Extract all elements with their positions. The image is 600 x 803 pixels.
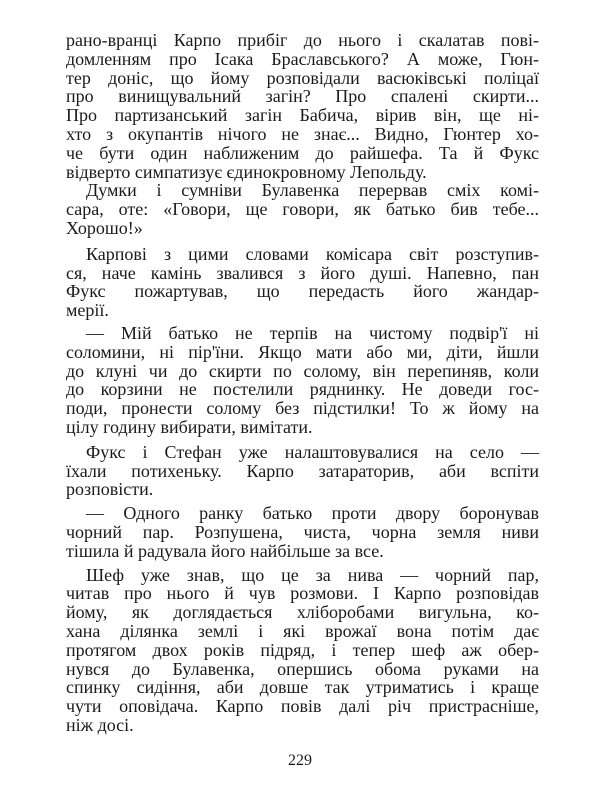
paragraph [66,31,539,181]
text-line: ся, наче камінь звалився з його душі. Напевно, пан [66,262,539,283]
text-line: розповісти. [66,479,154,500]
text-line: читав про нього й чув розмови. І Карпо розповідав [66,583,539,604]
text-line: сара, оте: «Говори, ще говори, як батько бив тебе... [66,199,539,220]
paragraph [66,443,539,499]
text-line: поди, пронести солому без підстилки! То ж йому на [66,398,539,419]
text-line: чути оповідача. Карпо повів далі річ пристрасніше, [66,696,539,717]
paragraph [66,181,539,237]
text-line: домленням про Ісака Браславського? А може, Гюн- [66,48,539,69]
text-line: — Мій батько не терпів на чистому подвір'ї ні [86,322,539,343]
text-line: ніж досі. [66,714,134,735]
paragraph [66,504,539,560]
text-line: тішила й радувала його найбільше за все. [66,540,384,561]
text-line: відверто симпатизує єдинокровному Лепольду. [66,161,427,182]
text-line: йому, як доглядається хліборобами вигульна, ко- [66,602,539,623]
text-line: че бути один наближеним до райшефа. Та й Фукс [66,142,539,163]
text-line: до корзини не постелили ряднинку. Не доведи гос- [66,379,539,400]
text-line: до клуні чи до скирти по солому, він перепиняв, коли [66,360,539,381]
paragraph [66,566,539,735]
page-body-text [66,31,539,735]
text-line: хто з окупантів нічого не знає... Видно, Гюнтер хо- [66,123,539,144]
text-line: Шеф уже знав, що це за нива — чорний пар, [86,564,539,585]
text-line: протягом двох років підряд, і тепер шеф аж обер- [66,639,539,660]
paragraph [66,324,539,437]
text-line: чорний пар. Розпушена, чиста, чорна земля ниви [66,521,539,542]
text-line: Про партизанський загін Бабича, вірив він, ще ні- [66,105,539,126]
text-line: про винищувальний загін? Про спалені скирти... [66,86,539,107]
text-line: мерії. [66,300,109,321]
text-line: Думки і сумніви Булавенка перервав сміх комі- [86,180,539,201]
text-line: Хорошо!» [66,217,143,238]
text-line: цілу годину вибирати, вимітати. [66,416,313,437]
text-line: тер доніс, що йому розповідали васюківські поліцаї [66,67,539,88]
text-line: їхали потихеньку. Карпо затараторив, аби вспіти [66,460,539,481]
text-line: спинку сидіння, аби довше так утриматись і краще [66,677,539,698]
text-line: соломини, ні пір'їни. Якщо мати або ми, діти, йшли [66,341,539,362]
text-line: Фукс пожартував, що передасть його жандар- [66,281,539,302]
text-line: Фукс і Стефан уже налаштовувалися на село — [86,441,539,462]
text-line: Карпові з цими словами комісара світ розступив- [86,243,539,264]
paragraph [66,245,539,320]
text-line: — Одного ранку батько проти двору боронував [86,503,539,524]
text-line: нувся до Булавенка, опершись обома руками на [66,658,539,679]
text-line: хана ділянка землі і які врожаї вона потім дає [66,620,539,641]
text-line: рано-вранці Карпо прибіг до нього і скалатав пові- [66,30,539,50]
page-number: 229 [288,752,312,769]
